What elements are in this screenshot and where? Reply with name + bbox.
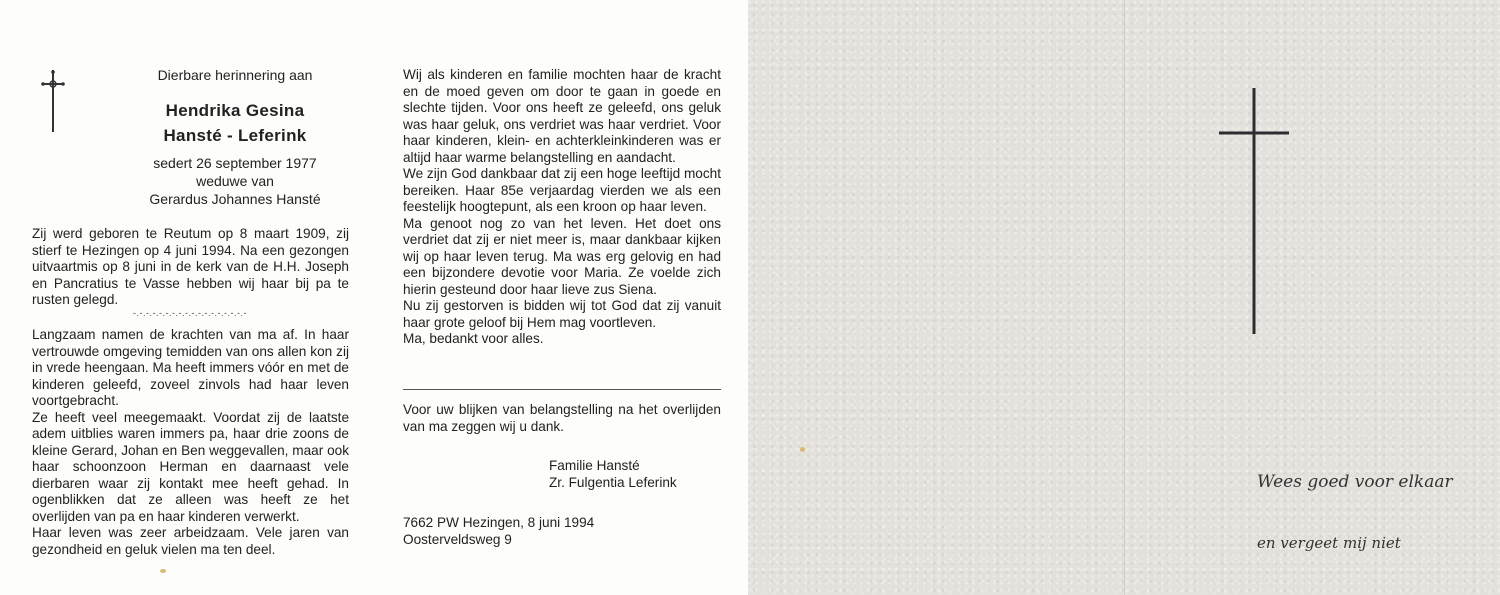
life-paragraph: Langzaam namen de krachten van ma af. In haar vertrouwde omgeving temidden van ons allen kon zij in vrede heengaan. Ma heeft immers vóór en met de kinderen geleefd, zoveel zinvols had haar leven voortgebracht. Ze heeft veel meegemaakt. Voordat zij de laatste adem uitblies waren immers pa, haar drie zoons de kleine Gerard, Johan en Ben weggevallen, maar ook haar schoonzoon Herman en daarnaast vele dierbaren waar zij kontakt mee heeft gehad. In ogenblikken dat ze alleen was heeft ze het overlijden van pa en haar kinderen verwerkt. Haar leven was zeer arbeidzaam. Vele jaren van gezondheid en geluk vielen ma ten deel. bbox=[32, 327, 349, 557]
family-paragraph: Wij als kinderen en familie mochten haar de kracht en de moed geven om door te gaan in goede en slechte tijden. Voor ons heeft ze geleefd, ons geluk was haar geluk, ons verdriet was haar verdriet. Voor haar kinderen, klein- en achterkleinkinderen was er altijd haar warme belangstelling en aandacht. We zijn God dankbaar dat zij een hoge leeftijd mocht bereiken. Haar 85e verjaardag vierden we als een feestelijk hoogtepunt, als een kroon op haar leven. Ma genoot nog zo van het leven. Het doet ons verdriet dat zij er niet meer is, maar dankbaar kijken wij op haar leven terug. Ma was erg gelovig en had een bijzondere devotie voor Maria. Ze voelde zich hierin gesteund door haar lieve zus Siena. Nu zij gestorven is bidden wij tot God dat zij vanuit haar grote geloof bij Hem mag voortleven. Ma, bedankt voor alles. bbox=[403, 67, 721, 346]
memorial-card-inside bbox=[0, 0, 748, 595]
verse-line2: en vergeet mij niet bbox=[1257, 534, 1401, 552]
dotted-divider: -.-.-.-.-.-.-.-.-.-.-.-.-.-.-.-.-.- bbox=[133, 308, 247, 318]
sister-signature: Zr. Fulgentia Leferink bbox=[549, 475, 677, 490]
place-date: 7662 PW Hezingen, 8 juni 1994 bbox=[403, 515, 595, 530]
deceased-name-line2: Hansté - Leferink bbox=[163, 126, 307, 145]
paper-speck bbox=[800, 447, 805, 452]
widow-of: weduwe van bbox=[196, 173, 274, 189]
thanks-paragraph: Voor uw blijken van belangstelling na het overlijden van ma zeggen wij u dank. bbox=[403, 402, 721, 434]
widow-since: sedert 26 september 1977 bbox=[153, 155, 317, 171]
street-address: Oosterveldsweg 9 bbox=[403, 532, 512, 547]
family-signature: Familie Hansté bbox=[549, 458, 640, 473]
paper-speck bbox=[160, 569, 166, 573]
intro-text: Dierbare herinnering aan bbox=[157, 67, 313, 83]
small-cross-icon bbox=[40, 68, 66, 134]
card-fold-line bbox=[1124, 0, 1125, 595]
horizontal-rule bbox=[403, 389, 721, 390]
deceased-name-line1: Hendrika Gesina bbox=[165, 101, 305, 120]
birth-death-paragraph: Zij werd geboren te Reutum op 8 maart 1909, zij stierf te Hezingen op 4 juni 1994. Na een gezongen uitvaartmis op 8 juni in de kerk van de H.H. Joseph en Pancratius te Vasse hebben wij haar bij pa te rusten gelegd. bbox=[32, 226, 349, 307]
verse-line1: Wees goed voor elkaar bbox=[1257, 472, 1453, 492]
large-cross-icon bbox=[1216, 86, 1292, 336]
husband-name: Gerardus Johannes Hansté bbox=[149, 191, 321, 207]
